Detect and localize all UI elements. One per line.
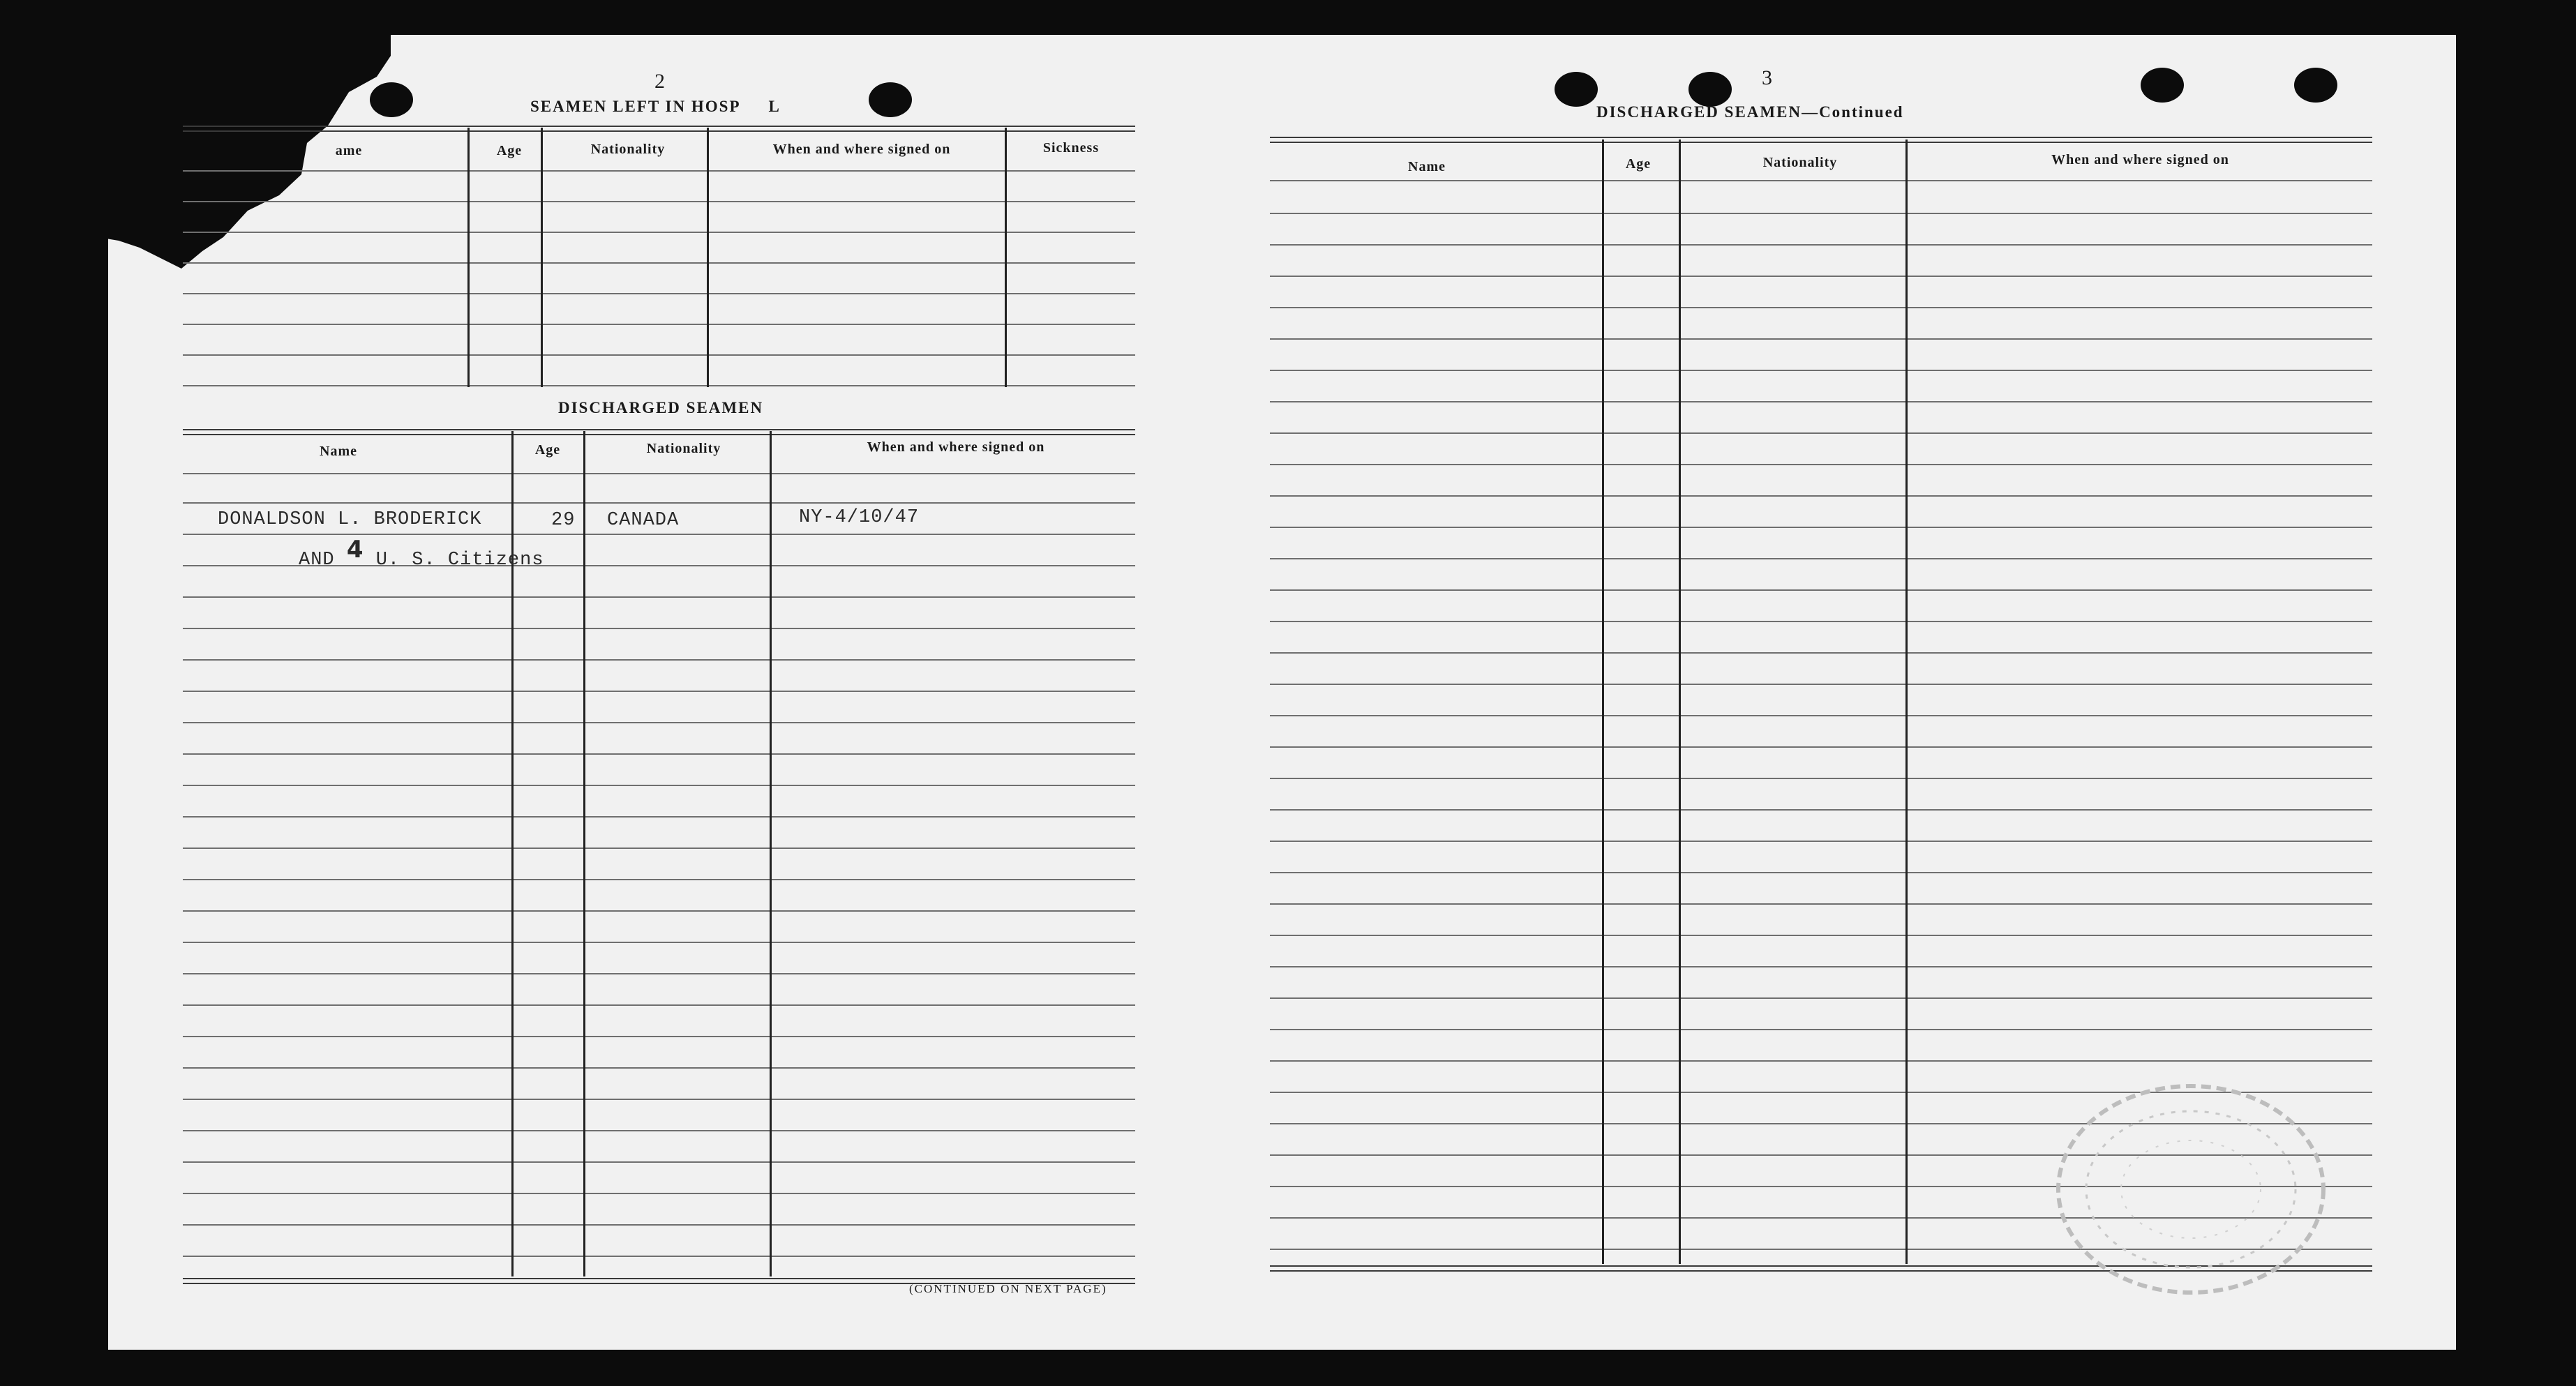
punch-hole [2294, 68, 2337, 103]
discharged-table-top-rule [183, 429, 1135, 435]
discharged-section-title: DISCHARGED SEAMEN [558, 399, 764, 416]
continued-col-age: Age [1625, 156, 1652, 172]
punch-hole [1555, 72, 1598, 107]
entry-age: 29 [551, 510, 576, 531]
hospital-table-top-rule [183, 126, 1135, 132]
continued-col-nationality: Nationality [1762, 155, 1838, 170]
hospital-col-signed-on: When and where signed on [772, 142, 951, 157]
discharged-col-name: Name [320, 444, 357, 459]
hospital-section-title [530, 98, 781, 116]
hospital-title-end: L [768, 98, 781, 115]
page-number: 2 [654, 70, 665, 93]
continued-col-signed-on: When and where signed on [2051, 152, 2229, 167]
discharged-col-age: Age [534, 442, 561, 458]
punch-hole [869, 82, 912, 117]
continued-col-name: Name [1408, 159, 1446, 174]
hospital-col-age: Age [496, 143, 523, 158]
continued-table-top-rule [1270, 137, 2372, 143]
discharged-col-nationality: Nationality [646, 441, 721, 456]
hospital-col-name: ame [335, 143, 363, 158]
entry-nationality: CANADA [607, 510, 680, 531]
discharged-col-signed-on: When and where signed on [867, 439, 1045, 455]
citizens-count: 4 [346, 536, 364, 564]
punch-hole [2141, 68, 2184, 103]
torn-corner [98, 28, 419, 307]
entry-name: DONALDSON L. BRODERICK [218, 509, 482, 530]
citizens-note [299, 536, 544, 571]
entry-signed-on: NY-4/10/47 [799, 507, 920, 528]
page-number: 3 [1762, 66, 1772, 89]
continued-footer: (CONTINUED ON NEXT PAGE) [909, 1282, 1107, 1295]
punch-hole [1688, 72, 1732, 107]
hospital-col-nationality: Nationality [590, 142, 666, 157]
discharged-continued-title: DISCHARGED SEAMEN—Continued [1596, 103, 1904, 121]
hospital-col-sickness: Sickness [1042, 140, 1100, 156]
punch-hole [370, 82, 413, 117]
citizens-note-suffix: U. S. Citizens [375, 550, 544, 571]
citizens-note-prefix: AND [299, 550, 335, 571]
hospital-title-text: SEAMEN LEFT IN HOSP [530, 98, 741, 115]
circular-stamp [2044, 1074, 2337, 1304]
